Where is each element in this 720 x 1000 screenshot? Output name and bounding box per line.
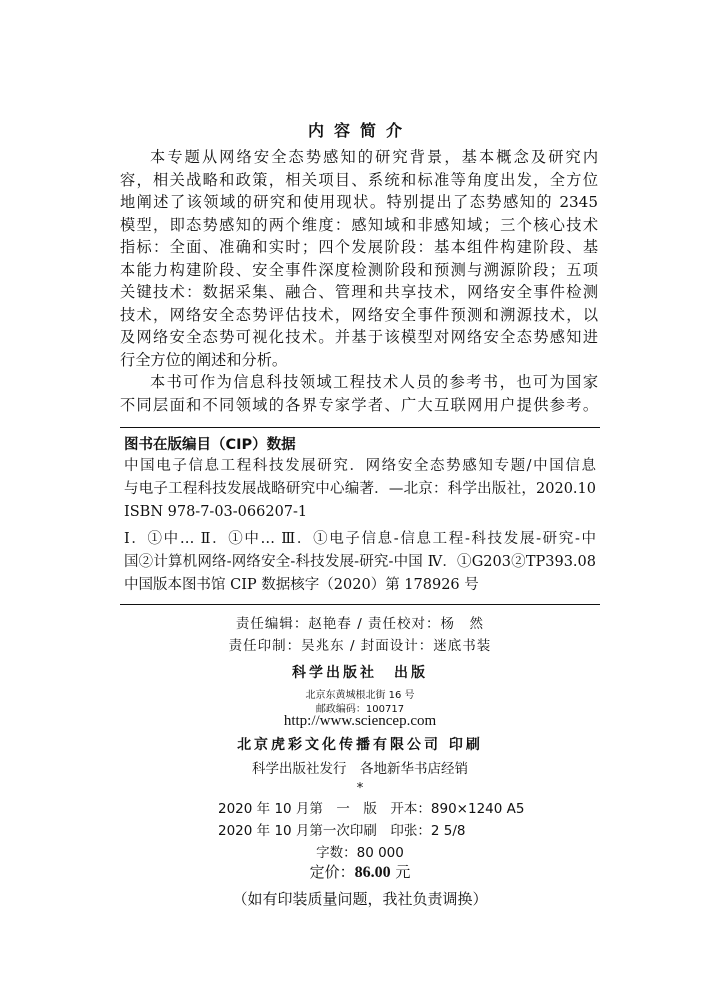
cip-line: 中国电子信息工程科技发展研究．网络安全态势感知专题/中国信息 (124, 458, 596, 474)
summary-title: 内容简介 (307, 121, 412, 140)
summary-line: 指标：全面、准确和实时；四个发展阶段：基本组件构建阶段、基 (120, 238, 598, 256)
summary-line: 技术，网络安全态势评估技术，网络安全事件预测和溯源技术，以 (120, 305, 598, 324)
cip-heading: 图书在版编目（CIP）数据 (124, 437, 296, 453)
cip-block (124, 455, 596, 524)
publisher-url: http://www.sciencep.com (283, 713, 437, 729)
cip-line: Ⅰ．①中… Ⅱ．①中… Ⅲ．①电子信息-信息工程-科技发展-研究-中 (124, 531, 596, 547)
summary-line: 关键技术：数据采集、融合、管理和共享技术，网络安全事件检测 (120, 283, 598, 301)
summary-line: 地阐述了该领域的研究和使用现状。特别提出了态势感知的 2345 (120, 193, 598, 211)
cip-line: 中国版本图书馆 CIP 数据核字（2020）第 178926 号 (124, 577, 479, 593)
editor-credits: 责任编辑：赵艳春 / 责任校对：杨 然 (235, 616, 485, 632)
publisher-address: 北京东黄城根北街 16 号 (305, 690, 415, 701)
summary-body (120, 146, 598, 416)
summary-line: 本专题从网络安全态势感知的研究背景，基本概念及研究内 (150, 148, 598, 166)
cip-bottom-rule (120, 604, 600, 605)
separator-star: * (356, 780, 364, 796)
summary-line: 模型，即态势感知的两个维度：感知域和非感知域；三个核心技术 (120, 215, 598, 234)
summary-line: 行全方位的阐述和分析。 (120, 350, 288, 369)
publisher-postcode: 邮政编码：100717 (315, 704, 405, 715)
price-line (0, 861, 720, 882)
production-credits: 责任印制：吴兆东 / 封面设计：迷底书装 (228, 638, 492, 654)
cip-top-rule (120, 427, 600, 428)
printing-line: 2020 年 10 月第一次印刷 印张：2 5/8 (218, 823, 466, 839)
edition-line: 2020 年 10 月第 一 版 开本：890×1240 A5 (218, 801, 525, 817)
summary-line: 不同层面和不同领域的各界专家学者、广大互联网用户提供参考。 (120, 395, 598, 414)
publisher-name: 科学出版社 出版 (292, 665, 428, 681)
summary-line: 及网络安全态势可视化技术。并基于该模型对网络安全态势感知进 (120, 328, 598, 346)
printer-name: 北京虎彩文化传播有限公司 印刷 (237, 737, 483, 753)
summary-line: 容，相关战略和政策，相关项目、系统和标准等角度出发，全方位 (120, 170, 598, 189)
distribution-line: 科学出版社发行 各地新华书店经销 (252, 761, 468, 777)
price-label: 定价： (309, 863, 355, 881)
summary-line: 本能力构建阶段、安全事件深度检测阶段和预测与溯源阶段；五项 (120, 260, 598, 279)
cip-line: 国②计算机网络-网络安全-科技发展-研究-中国 Ⅳ．①G203②TP393.08 (124, 554, 596, 570)
cip-line: ISBN 978-7-03-066207-1 (124, 504, 308, 520)
cip-classification (124, 528, 596, 597)
quality-note: （如有印装质量问题，我社负责调换） (232, 890, 488, 908)
price-value: 86.00 (354, 864, 391, 881)
cip-line: 与电子工程科技发展战略研究中心编著．—北京：科学出版社，2020.10 (124, 481, 596, 497)
word-count: 字数：80 000 (316, 845, 404, 861)
price-unit: 元 (390, 863, 411, 881)
summary-line: 本书可作为信息科技领域工程技术人员的参考书，也可为国家 (150, 373, 598, 391)
